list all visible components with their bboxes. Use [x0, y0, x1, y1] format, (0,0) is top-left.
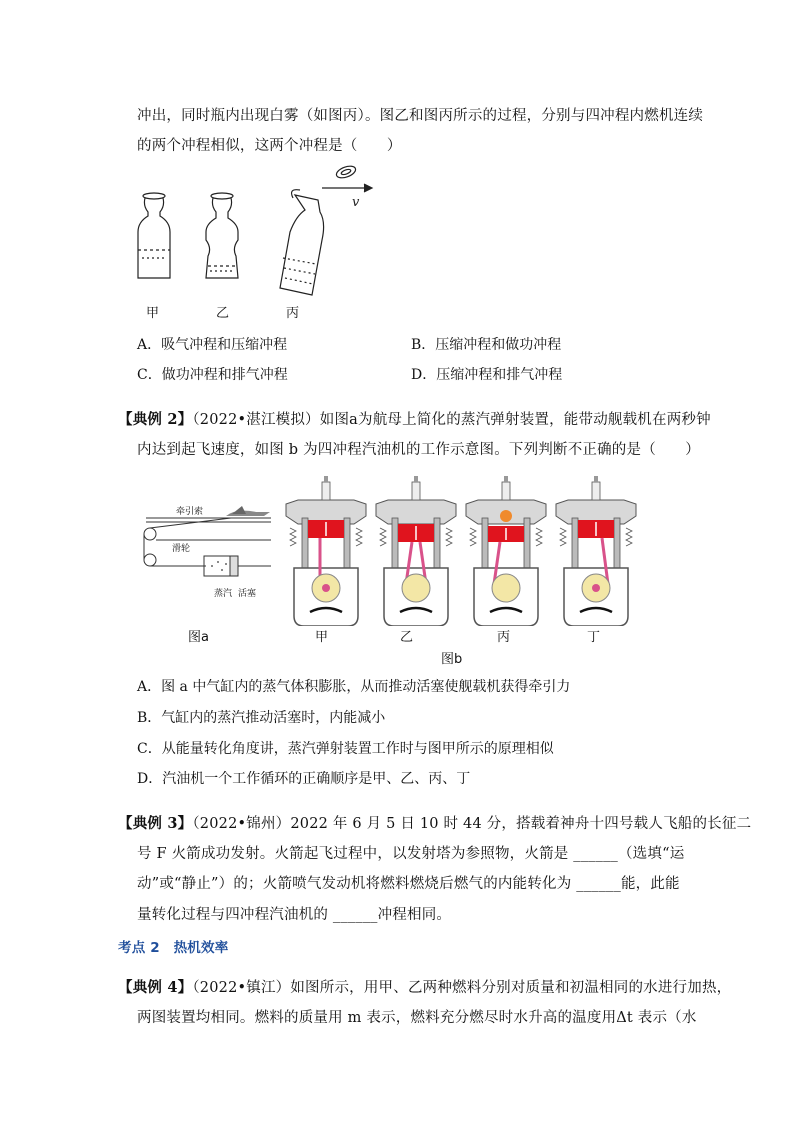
traction-rope-label: 牵引索: [176, 507, 204, 517]
q2-line1: [118, 408, 711, 429]
fig-b-label: 图b: [441, 652, 463, 667]
q3-text-line1: （2022•锦州）2022 年 6 月 5 日 10 时 44 分，搭载着神舟十四号载人飞船的长征二: [192, 816, 752, 832]
engine-ding: [556, 476, 636, 626]
q4-line1: [118, 976, 731, 997]
q4-text-line2: 两图装置均相同。燃料的质量用 m 表示，燃料充分燃尽时水升高的温度用Δt 表示（水: [137, 1010, 697, 1026]
q1-option-b: B．压缩冲程和做功冲程: [411, 337, 562, 353]
engine-label-jia: 甲: [315, 630, 329, 645]
fig-label-jia: 甲: [146, 306, 160, 321]
bottle-yi: [206, 193, 238, 278]
q2-option-c: C．从能量转化角度讲，蒸汽弹射装置工作时与图甲所示的原理相似: [137, 741, 554, 757]
fighter-jet-icon: [226, 506, 270, 516]
q4-tag: 【典例 4】: [118, 979, 193, 996]
section-title: 考点 2 热机效率: [118, 940, 229, 956]
q2-tag: 【典例 2】: [118, 411, 193, 428]
bottles-figure: [130, 160, 390, 330]
q2-option-d: D．汽油机一个工作循环的正确顺序是甲、乙、丙、丁: [137, 771, 471, 787]
q3-tag: 【典例 3】: [118, 815, 193, 832]
q1-text-line2: 的两个冲程相似，这两个冲程是（ ）: [137, 138, 402, 154]
q1-option-c: C．做功冲程和排气冲程: [137, 367, 288, 383]
q2-option-a: A．图 a 中气缸内的蒸气体积膨胀，从而推动活塞使舰载机获得牵引力: [137, 679, 571, 695]
engine-label-ding: 丁: [587, 630, 601, 645]
four-stroke-engine-figure: [276, 466, 646, 626]
velocity-label: v: [352, 195, 360, 210]
q3-text-line3: 动”或“静止”）的；火箭喷气发动机将燃料燃烧后燃气的内能转化为 ______能，此能: [137, 876, 680, 892]
q1-option-d: D．压缩冲程和排气冲程: [411, 367, 563, 383]
q4-text-line1: （2022•镇江）如图所示，用甲、乙两种燃料分别对质量和初温相同的水进行加热，: [192, 980, 732, 996]
steam-label: 蒸汽: [214, 589, 233, 599]
q1-text-line1: 冲出，同时瓶内出现白雾（如图丙）。图乙和图丙所示的过程，分别与四冲程内燃机连续: [137, 108, 704, 124]
q3-line1: [118, 812, 751, 833]
engine-label-bing: 丙: [497, 630, 511, 645]
fig-a-label: 图a: [188, 630, 209, 645]
fig-label-yi: 乙: [216, 306, 230, 321]
bottle-jia: [138, 193, 170, 278]
q3-text-line4: 量转化过程与四冲程汽油机的 ______冲程相同。: [137, 907, 452, 923]
q2-text-line1: （2022•湛江模拟）如图a为航母上简化的蒸汽弹射装置，能带动舰载机在两秒钟: [192, 412, 711, 428]
q1-option-a: A．吸气冲程和压缩冲程: [137, 337, 288, 353]
bottle-bing: [280, 164, 372, 295]
q3-text-line2: 号 F 火箭成功发射。火箭起飞过程中，以发射塔为参照物，火箭是 ______（选填“运: [137, 846, 685, 862]
q2-option-b: B．气缸内的蒸汽推动活塞时，内能减小: [137, 710, 386, 726]
q2-text-line2: 内达到起飞速度，如图 b 为四冲程汽油机的工作示意图。下列判断不正确的是（ ）: [137, 442, 700, 458]
pulley-label: 滑轮: [172, 544, 191, 554]
piston-label: 活塞: [238, 589, 257, 599]
engine-bing: [466, 476, 546, 626]
fig-label-bing: 丙: [286, 306, 300, 321]
engine-yi: [376, 476, 456, 626]
engine-label-yi: 乙: [400, 630, 414, 645]
engine-jia: [286, 476, 366, 626]
